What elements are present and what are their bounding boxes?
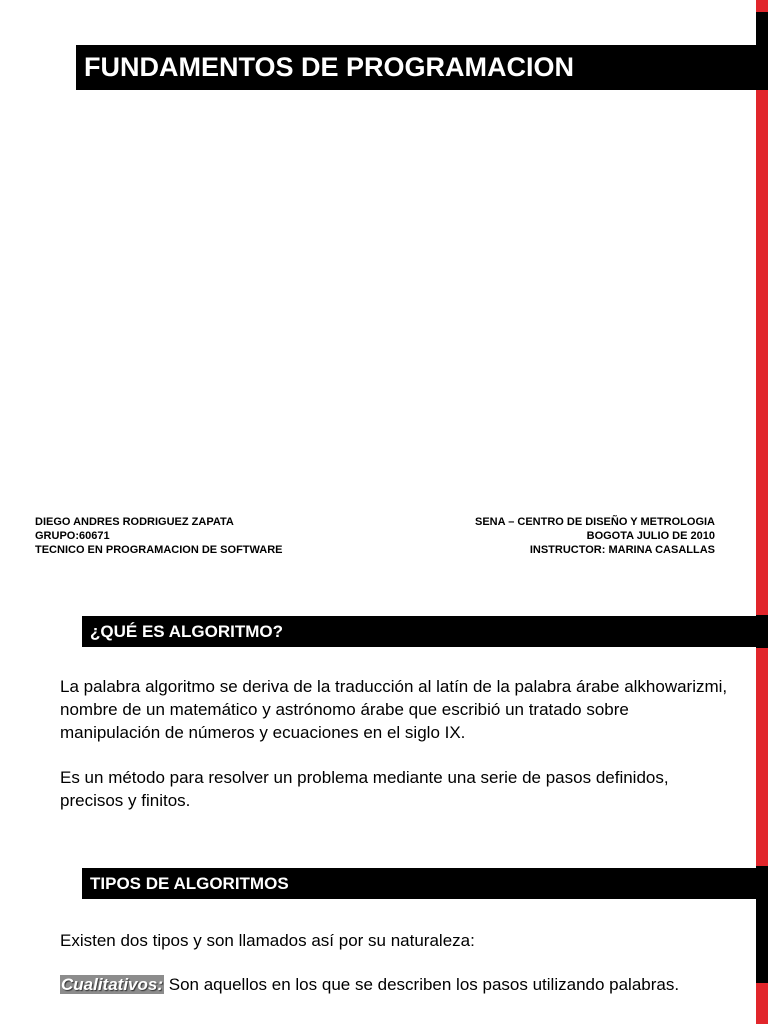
author-block — [35, 515, 283, 557]
right-edge-accent — [756, 90, 768, 615]
page-title: FUNDAMENTOS DE PROGRAMACION — [76, 45, 756, 90]
paragraph-tipos-intro: Existen dos tipos y son llamados así por su naturaleza: — [60, 931, 475, 950]
paragraph-origen: La palabra algoritmo se deriva de la traducción al latín de la palabra árabe alkhowarizmi, nombre de un matemático y astrónomo árabe que escribió un tratado sobre manipulación de números y ecuaciones en el siglo IX. — [60, 677, 728, 742]
institution-block — [475, 515, 715, 557]
paragraph-definicion: Es un método para resolver un problema mediante una serie de pasos definidos, precisos y finitos. — [60, 768, 669, 810]
institution-name: SENA – CENTRO DE DISEÑO Y METROLOGIA — [475, 516, 715, 528]
right-edge-accent — [756, 0, 768, 12]
instructor-name: INSTRUCTOR: MARINA CASALLAS — [529, 544, 715, 556]
right-edge-accent — [756, 983, 768, 1024]
section-heading-tipos: TIPOS DE ALGORITMOS — [82, 868, 756, 899]
author-program: TECNICO EN PROGRAMACION DE SOFTWARE — [35, 544, 283, 556]
author-group: GRUPO:60671 — [35, 530, 110, 542]
place-date: BOGOTA JULIO DE 2010 — [586, 530, 715, 542]
term-cualitativos: Cualitativos: — [61, 975, 164, 994]
right-edge-accent — [756, 648, 768, 866]
author-name: DIEGO ANDRES RODRIGUEZ ZAPATA — [35, 516, 234, 528]
section-heading-algoritmo: ¿QUÉ ES ALGORITMO? — [82, 616, 756, 647]
paragraph-cualitativos — [60, 973, 730, 996]
term-definition: Son aquellos en los que se describen los pasos utilizando palabras. — [164, 975, 680, 994]
